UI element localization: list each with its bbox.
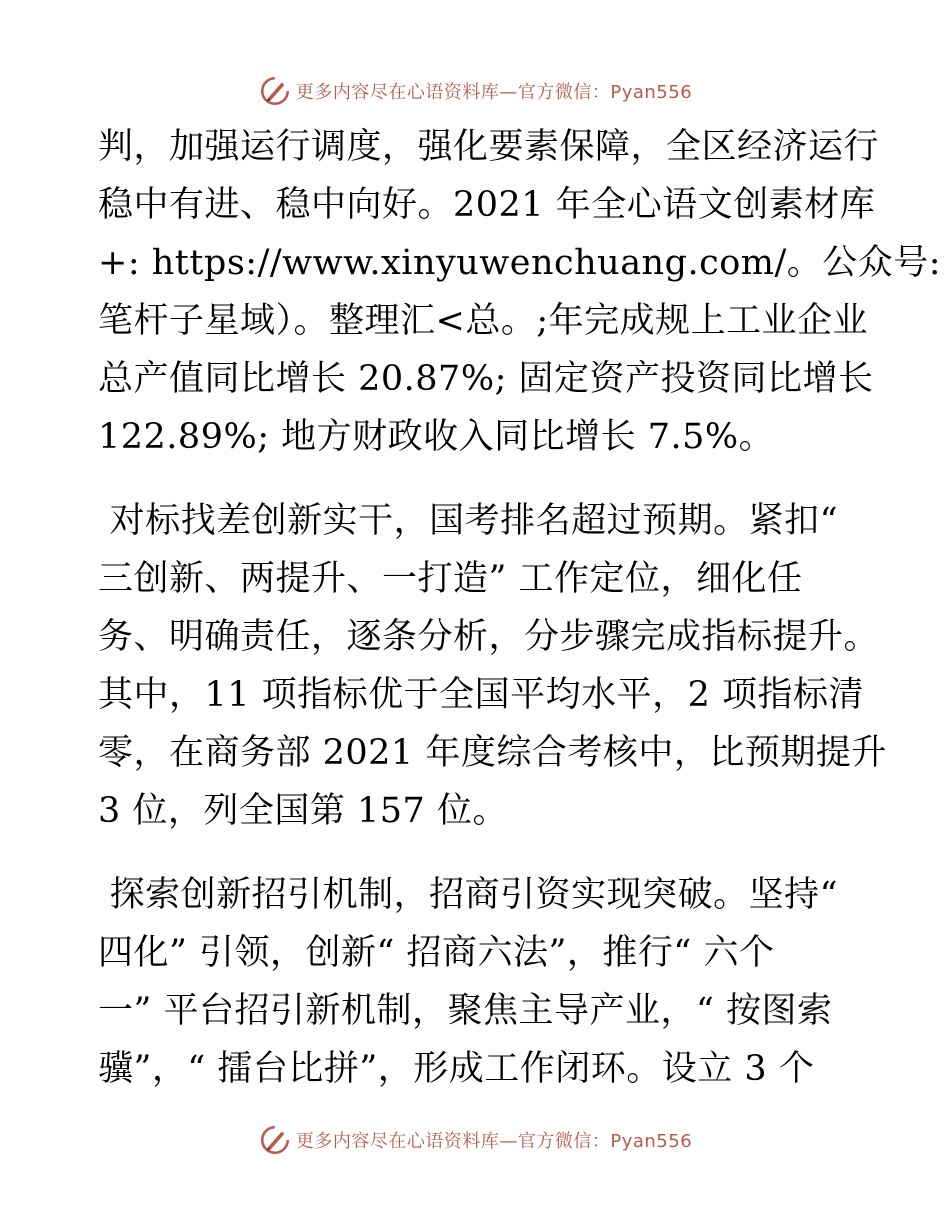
header-banner: [0, 71, 950, 111]
paragraph: [98, 118, 942, 466]
text-line: 三创新、两提升、一打造” 工作定位，细化任: [98, 559, 803, 599]
footer-banner: [0, 1120, 950, 1160]
banner-text: 更多内容尽在心语资料库—官方微信：Pyan556: [295, 1131, 693, 1152]
text-line: 3 位，列全国第 157 位。: [98, 791, 508, 831]
banner-text: 更多内容尽在心语资料库—官方微信：Pyan556: [295, 82, 693, 103]
text-line: 一” 平台招引新机制，聚焦主导产业，“ 按图索: [98, 991, 833, 1031]
text-line: 零，在商务部 2021 年度综合考核中，比预期提升: [98, 733, 887, 773]
text-line: 探索创新招引机制，招商引资实现突破。坚持“: [98, 875, 839, 915]
text-line: 对标找差创新实干，国考排名超过预期。紧扣“: [98, 501, 839, 541]
pen-logo-icon: [258, 74, 292, 108]
document-body: [98, 118, 942, 1098]
paragraph: [98, 492, 887, 840]
text-line: 稳中有进、稳中向好。2021 年全心语文创素材库: [98, 185, 876, 225]
paragraph: [98, 866, 858, 1098]
text-line: 总产值同比增长 20.87%; 固定资产投资同比增长: [98, 359, 874, 399]
text-line: +: https://www.xinyuwenchuang.com/。公众号:: [98, 243, 942, 283]
text-line: 笔杆子星域）。整理汇<总。;年完成规上工业企业: [98, 301, 869, 341]
text-line: 务、明确责任，逐条分析，分步骤完成指标提升。: [98, 617, 880, 657]
text-line: 其中，11 项指标优于全国平均水平，2 项指标清: [98, 675, 865, 715]
text-line: 判，加强运行调度，强化要素保障，全区经济运行: [98, 127, 880, 167]
text-line: 122.89%; 地方财政收入同比增长 7.5%。: [98, 417, 775, 457]
pen-logo-icon: [258, 1123, 292, 1157]
text-line: 四化” 引领，创新“ 招商六法”，推行“ 六个: [98, 933, 775, 973]
text-line: 骥”，“ 擂台比拼”，形成工作闭环。设立 3 个: [98, 1049, 815, 1089]
